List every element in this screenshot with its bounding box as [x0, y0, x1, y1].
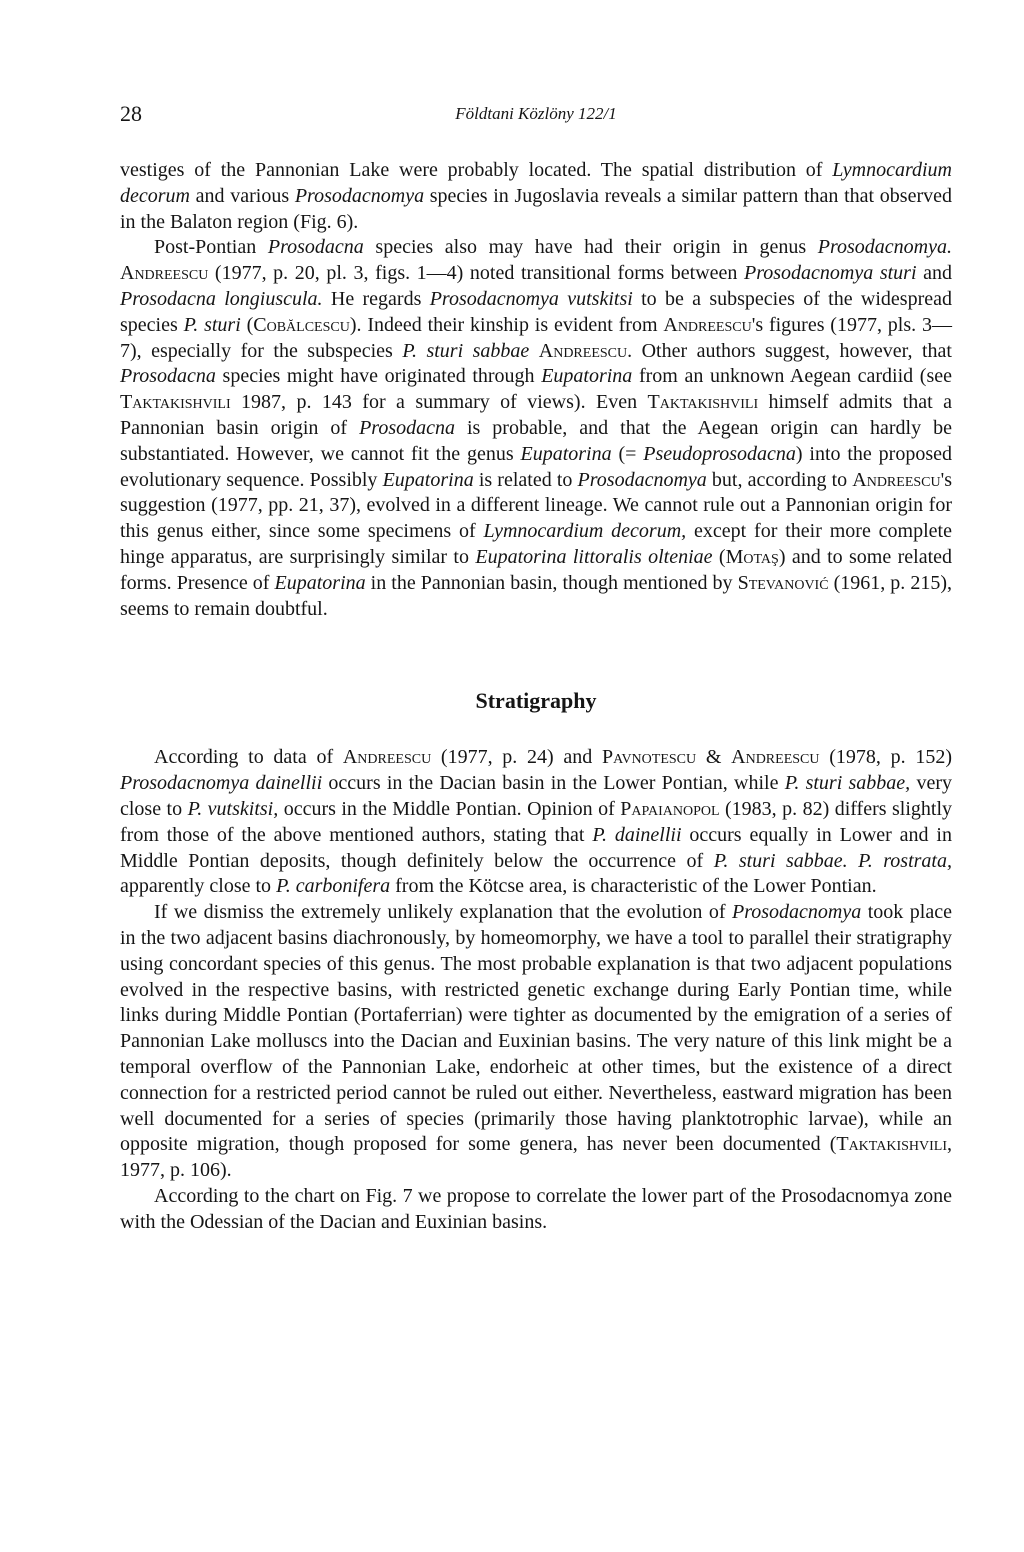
article-body	[120, 158, 952, 1235]
paragraph-3: According to data of Andreescu (1977, p. 24) and Pavnotescu & Andreescu (1978, p. 152) Prosodacnomya dainellii occurs in the Dacian basin in the Lower Pontian, while P. sturi sabbae, very close to P. vutskitsi, occurs in the Middle Pontian. Opinion of Papaianopol (1983, p. 82) differs slightly from those of the above mentioned authors, stating that P. dainellii occurs equally in Lower and in Middle Pontian deposits, though definitely below the occurrence of P. sturi sabbae. P. rostrata, apparently close to P. carbonifera from the Kötcse area, is characteristic of the Lower Pontian.	[120, 746, 953, 898]
paragraph-4: If we dismiss the extremely unlikely explanation that the evolution of Prosodacnomya took place in the two adjacent basins diachronously, by homeomorphy, we have a tool to parallel their stratigraphy using concordant species of this genus. The most probable explanation is that two adjacent populations evolved in the respective basins, with restricted genetic exchange during Early Pontian time, while links during Middle Pontian (Portaferrian) were tighter as documented by the emigration of a series of Pannonian Lake molluscs into the Dacian and Euxinian basins. The very nature of this link might be a temporal overflow of the Pannonian Lake, endorheic at other times, but the existence of a direct connection for a restricted period cannot be ruled out either. Nevertheless, eastward migration has been well documented for a series of species (primarily those having planktotrophic larvae), while an opposite migration, though proposed for some genera, has never been documented (Taktakishvili, 1977, p. 106).	[120, 901, 952, 1182]
paragraph-5: According to the chart on Fig. 7 we propose to correlate the lower part of the Prosodacnomya zone with the Odessian of the Dacian and Euxinian basins.	[120, 1184, 952, 1233]
page-number: 28	[120, 101, 142, 126]
page-header	[120, 101, 952, 131]
running-head: Földtani Közlöny 122/1	[455, 104, 617, 123]
paragraph-2: Post-Pontian Prosodacna species also may have had their origin in genus Prosodacnomya. Andreescu (1977, p. 20, pl. 3, figs. 1—4) noted transitional forms between Prosodacnomya sturi and Prosodacna longiuscula. He regards Prosodacnomya vutskitsi to be a subspecies of the widespread species P. sturi (Cobălcescu). Indeed their kinship is evident from Andreescu's figures (1977, pls. 3—7), especially for the subspecies P. sturi sabbae Andreescu. Other authors suggest, however, that Prosodacna species might have originated through Eupatorina from an unknown Aegean cardiid (see Taktakishvili 1987, p. 143 for a summary of views). Even Taktakishvili himself admits that a Pannonian basin origin of Prosodacna is probable, and that the Aegean origin can hardly be substantiated. However, we cannot fit the genus Eupatorina (= Pseudoprosodacna) into the proposed evolutionary sequence. Possibly Eupatorina is related to Prosodacnomya but, according to Andreescu's suggestion (1977, pp. 21, 37), evolved in a different lineage. We cannot rule out a Pannonian origin for this genus either, since some specimens of Lymnocardium decorum, except for their more complete hinge apparatus, are surprisingly similar to Eupatorina littoralis olteniae (Motaş) and to some related forms. Presence of Eupatorina in the Pannonian basin, though mentioned by Stevanović (1961, p. 215), seems to remain doubtful.	[120, 236, 952, 620]
paragraph-1: vestiges of the Pannonian Lake were probably located. The spatial distribution of Lymnocardium decorum and various Prosodacnomya species in Jugoslavia reveals a similar pattern than that observed in the Balaton region (Fig. 6).	[120, 159, 952, 233]
section-heading: Stratigraphy	[475, 688, 597, 714]
